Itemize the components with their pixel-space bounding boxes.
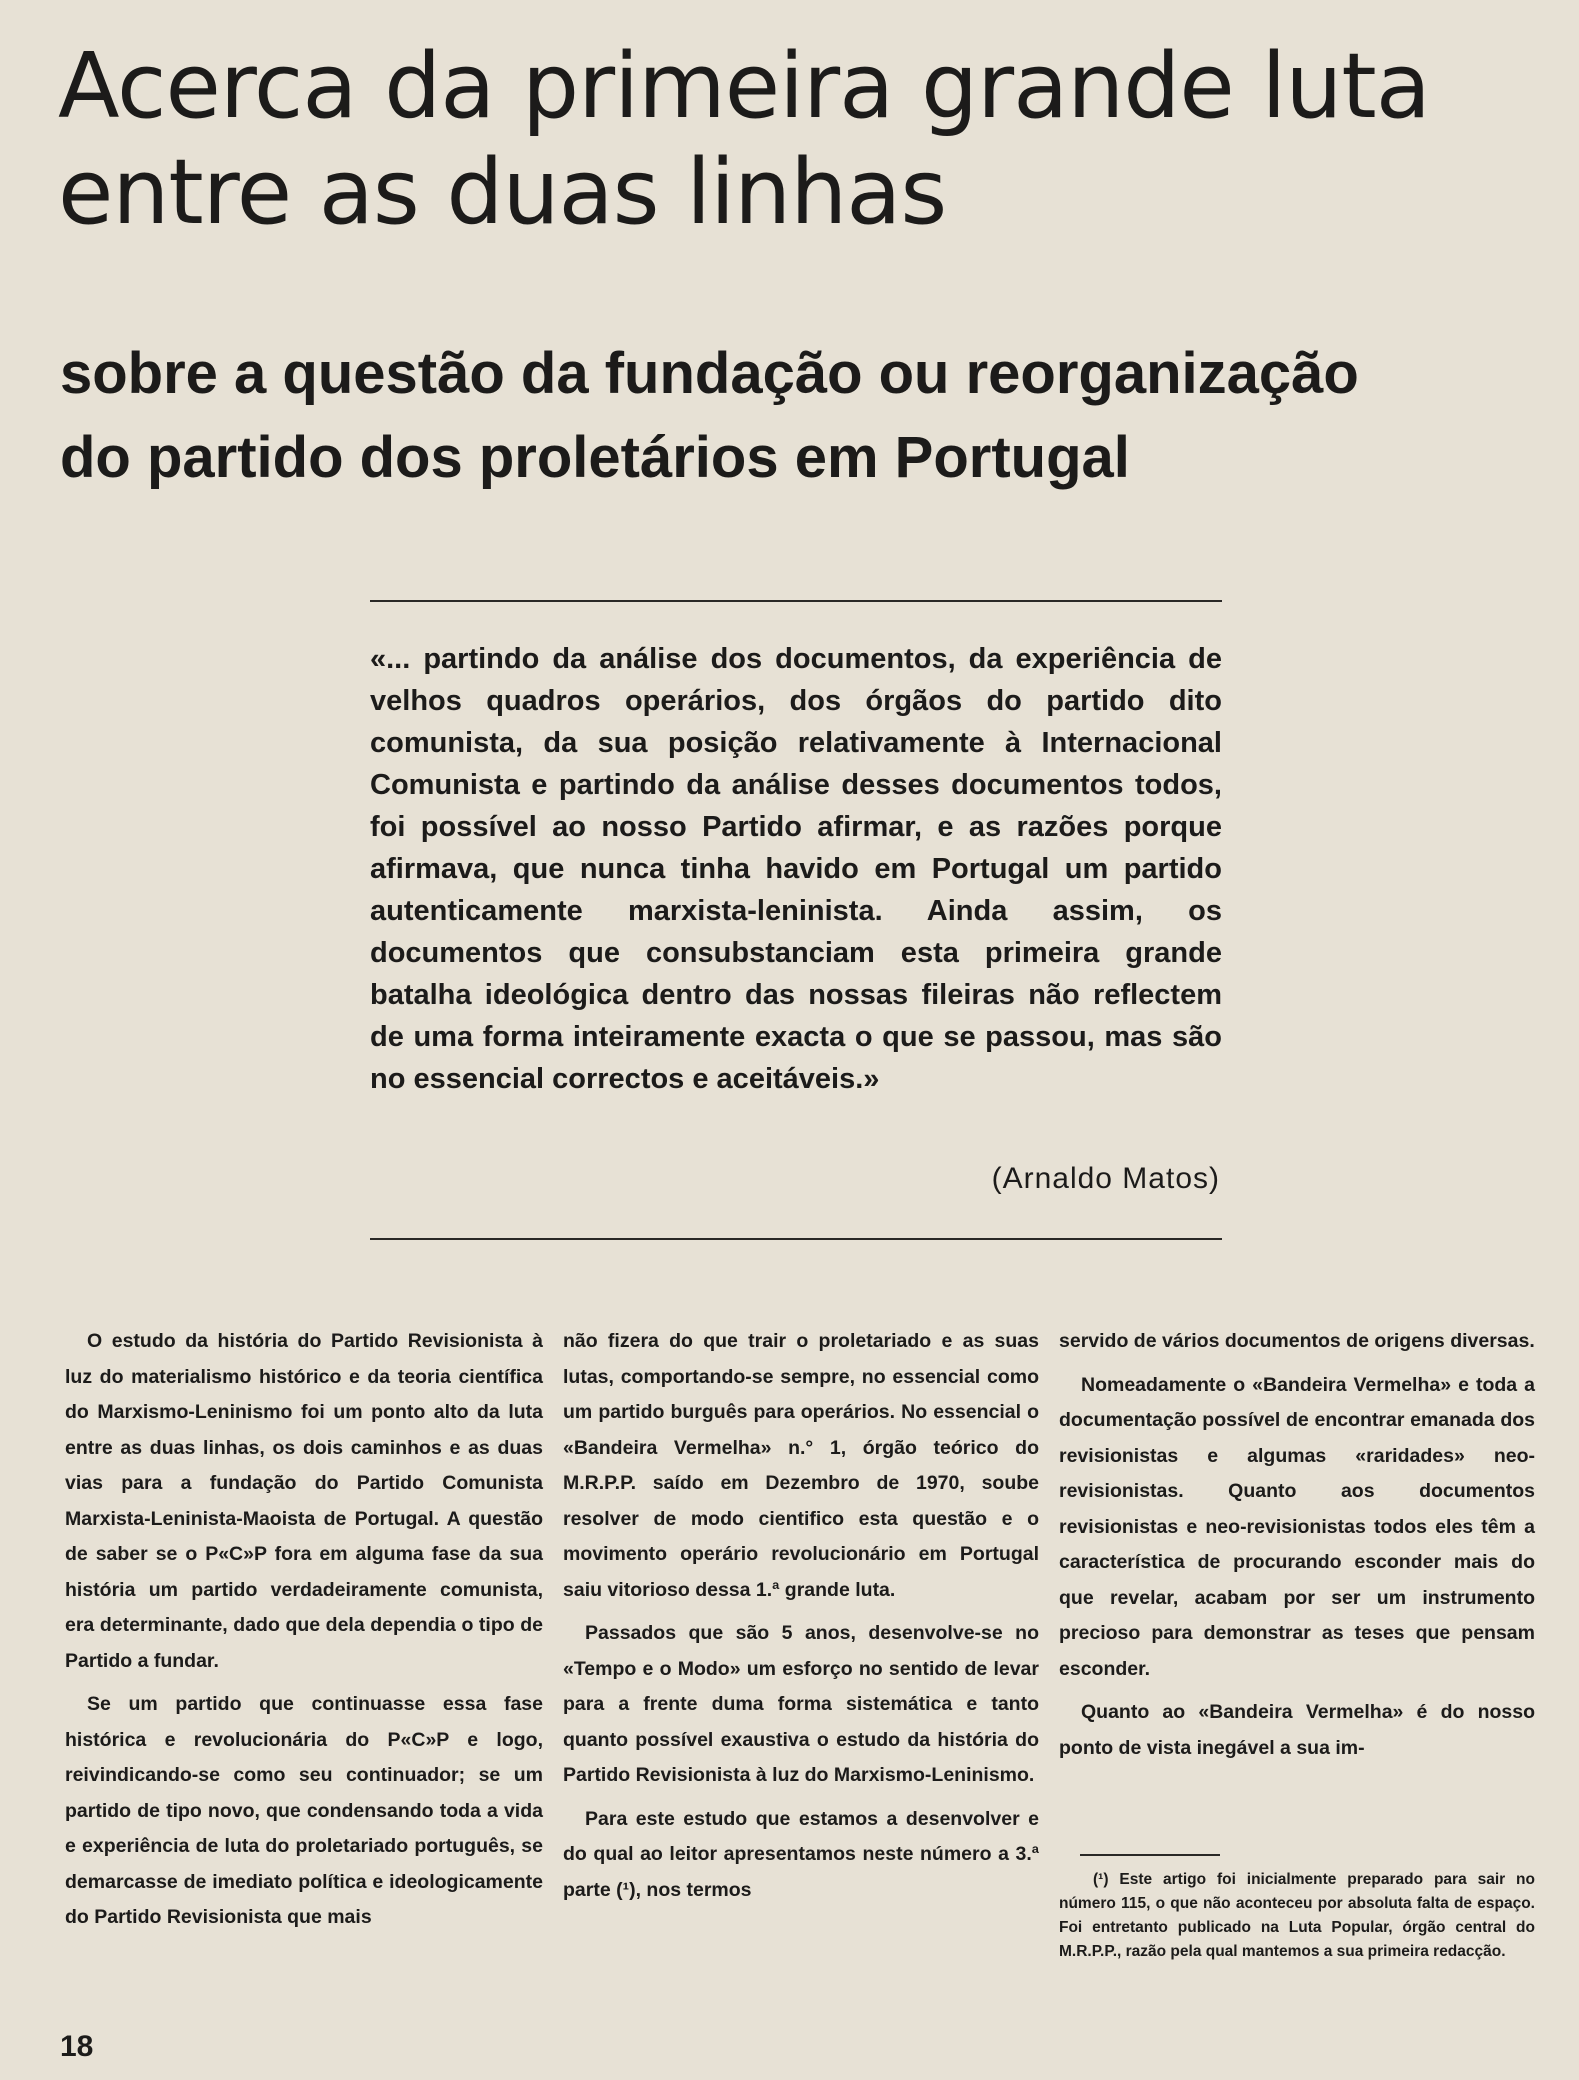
title-line-1: Acerca da primeira grande luta [58,34,1430,139]
article-subtitle [60,332,1540,500]
footnote-rule [1080,1854,1220,1856]
page-number: 18 [60,2030,94,2063]
quote-bottom-rule [370,1238,1222,1240]
subtitle-line-1: sobre a questão da fundação ou reorganização [60,341,1359,406]
paragraph: Passados que são 5 anos, desenvolve-se no «Tempo e o Modo» um esforço no sentido de levar para a frente duma forma sistemática e tanto quanto possível exaustiva o estudo da história do Partido Revisionista à luz do Marxismo-Leninismo. [563,1622,1039,1786]
paragraph: servido de vários documentos de origens diversas. [1059,1330,1535,1352]
paragraph: Nomeadamente o «Bandeira Vermelha» e toda a documentação possível de encontrar emanada dos revisionistas e algumas «raridades» neo-revisionistas. Quanto aos documentos revisionistas e neo-revisionistas todos eles têm a característica de procurando esconder mais do que revelar, acabam por ser um instrumento precioso para demonstrar as teses que pensam esconder. [1059,1373,1535,1680]
article-column-3 [1059,1324,1535,1774]
paragraph: Se um partido que continuasse essa fase histórica e revolucionária do P«C»P e logo, reivindicando-se como seu continuador; se um partido de tipo novo, que condensando toda a vida e experiência de luta do proletariado português, se demarcasse de imediato política e ideologicamente do Partido Revisionista que mais [65,1693,543,1928]
footnote-text: (¹) Este artigo foi inicialmente preparado para sair no número 115, o que não aconteceu por absoluta falta de espaço. Foi entretanto publicado na Luta Popular, órgão central do M.R.P.P., razão pela qual mantemos a sua primeira redacção. [1059,1871,1535,1960]
article-column-1 [65,1324,543,1944]
paragraph: não fizera do que trair o proletariado e as suas lutas, comportando-se sempre, no essencial como um partido burguês para operários. No essencial o «Bandeira Vermelha» n.° 1, órgão teórico do M.R.P.P. saído em Dezembro de 1970, soube resolver de modo cientifico esta questão e o movimento operário revolucionário em Portugal saiu vitorioso dessa 1.ª grande luta. [563,1330,1039,1601]
paragraph: Quanto ao «Bandeira Vermelha» é do nosso ponto de vista inegável a sua im- [1059,1701,1535,1759]
subtitle-line-2: do partido dos proletários em Portugal [60,425,1130,490]
article-title [58,34,1538,246]
paragraph: Para este estudo que estamos a desenvolver e do qual ao leitor apresentamos neste número a 3.ª parte (¹), nos termos [563,1807,1039,1901]
paragraph: O estudo da história do Partido Revisionista à luz do materialismo histórico e da teoria científica do Marxismo-Leninismo foi um ponto alto da luta entre as duas linhas, os dois caminhos e as duas vias para a fundação do Partido Comunista Marxista-Leninista-Maoista de Portugal. A questão de saber se o P«C»P fora em alguma fase da sua história um partido verdadeiramente comunista, era determinante, dado que dela dependia o tipo de Partido a fundar. [65,1330,543,1672]
article-column-2 [563,1324,1039,1916]
quote-top-rule [370,600,1222,602]
quote-attribution: (Arnaldo Matos) [991,1162,1220,1195]
footnote [1059,1868,1535,1964]
title-line-2: entre as duas linhas [58,140,947,245]
pull-quote: «... partindo da análise dos documentos, da experiência de velhos quadros operários, dos órgãos do partido dito comunista, da sua posição relativamente à Internacional Comunista e partindo da análise desses documentos todos, foi possível ao nosso Partido afirmar, e as razões porque afirmava, que nunca tinha havido em Portugal um partido autenticamente marxista-leninista. Ainda assim, os documentos que consubstanciam esta primeira grande batalha ideológica dentro das nossas fileiras não reflectem de uma forma inteiramente exacta o que se passou, mas são no essencial correctos e aceitáveis.» [370,643,1222,1095]
